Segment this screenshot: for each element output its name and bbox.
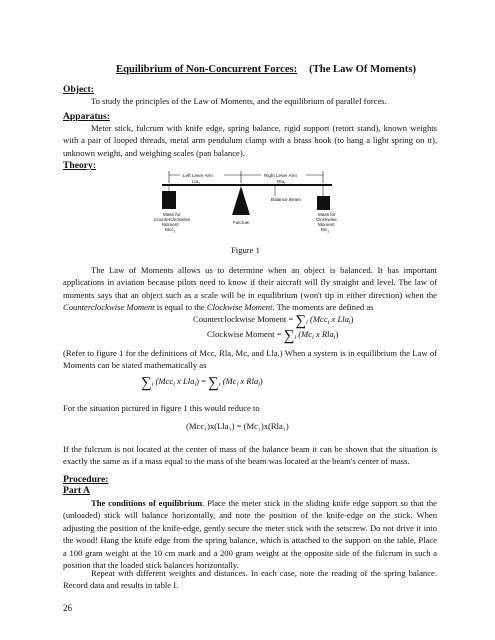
equation-ccw-moment: Counterclockwise Moment = $\sum_i$ (Mcc$_i$ x Lla$_i$) <box>193 313 354 329</box>
theory-paragraph-1: The Law of Moments allows us to determine when an object is balanced. It has important applications in aviation because pilots need to know if their aircraft will fly straight and level. The law of moments says that an object such as a scale will be in equilibrium (won't tip in either direction) when the Counterclockwise Moment is equal to the Clockwise Moment. The moments are defined as <box>63 265 437 313</box>
title-sub: (The Law Of Moments) <box>309 64 416 75</box>
cw-mass-label-3: Moment <box>318 222 335 227</box>
fulcrum-label: Fulcrum <box>233 220 250 225</box>
ccw-mass-label-3: Moment <box>162 222 179 227</box>
ccw-mass-label-1: Mass for <box>163 212 181 217</box>
procedure-paragraph-2: Repeat with different weights and distances. In each case, note the reading of the spring balance. Record data and results in table I. <box>63 568 437 591</box>
ccw-mass-block <box>162 191 176 209</box>
theory-paragraph-3: For the situation pictured in figure 1 this would reduce to <box>63 403 260 413</box>
object-text: To study the principles of the Law of Moments, and the equilibrium of parallel forces. <box>91 96 387 106</box>
procedure-heading: Procedure: <box>63 474 109 485</box>
theory-paragraph-2: (Refer to figure 1 for the definitions of Mcc, Rla, Mc, and Lla.) When a system is in equilibrium the Law of Moments can be stated mathematically as <box>63 348 437 371</box>
apparatus-heading: Apparatus: <box>63 111 110 122</box>
apparatus-text: Meter stick, fulcrum with knife edge, spring balance, rigid support (retort stand), known weights with a pair of looped threads, metal arm pendulum clamp with a brass hook (to hang a light spring on it), unknown weight, and weighing scales (pan balance). <box>63 123 437 158</box>
procedure-paragraph-1: The conditions of equilibrium. Place the meter stick in the sliding knife edge support so that the (unloaded) stick will balance horizontally, and note the position of the knife-edge on the stick. When adjusting the position of the knife-edge, gently secure the meter stick with the setscrew. Do not drive it into the wood! Hang the knife edge from the spring balance, which is attached to the support on the table, Place a 100 gram weight at the 10 cm mark and a 200 gram weight at the opposite side of the fulcrum in such a position that the loaded stick balances horizontally. <box>63 498 437 571</box>
theory-heading: Theory: <box>63 160 97 171</box>
object-heading: Object: <box>63 84 94 95</box>
theory-paragraph-4: If the fulcrum is not located at the center of mass of the balance beam it can be shown that the situation is exactly the same as if a mass equal to the mass of the beam was located at the beam's center of mass. <box>63 444 437 467</box>
balance-beam-label: Balance Beam <box>271 197 301 202</box>
cw-mass-block <box>317 196 330 210</box>
cw-mass-label-1: Mass for <box>318 212 336 217</box>
ccw-mass-symbol: Mcc$_1$ <box>165 227 176 234</box>
equation-cw-moment: Clockwise Moment = $\sum_i$ ($Mc_i$ x Rla$_i$) <box>207 328 339 344</box>
left-arm-label: Left Lever Arm <box>183 173 213 178</box>
cw-mass-label-2: Clockwise <box>316 217 337 222</box>
cw-mass-symbol: $Mc_1$ <box>321 227 330 234</box>
figure-caption: Figure 1 <box>231 245 260 255</box>
equation-equilibrium: $\sum_i$ (Mcc$_i$ x $Lla_i) = \sum_i$ ($Mc_i$ x Rla$_i$) <box>141 375 263 391</box>
right-arm-label: Right Lever Arm <box>264 173 297 178</box>
page-number: 26 <box>63 603 72 613</box>
fulcrum-triangle <box>232 186 250 215</box>
title-main: Equilibrium of Non-Concurrent Forces: <box>116 64 298 75</box>
page-title <box>116 64 416 75</box>
balance-beam <box>162 184 332 186</box>
procedure-part-a: Part A <box>63 485 90 496</box>
left-arm-symbol: Lla$_1$ <box>192 179 201 186</box>
right-arm-symbol: Rla$_1$ <box>277 179 286 186</box>
equation-figure-case: (Mcc₁)x(Lla₁) = (Mc₁)x(Rla₁) <box>186 421 289 431</box>
ccw-mass-label-2: Counterclockwise <box>154 217 190 222</box>
figure-1-lever-diagram <box>140 168 370 248</box>
